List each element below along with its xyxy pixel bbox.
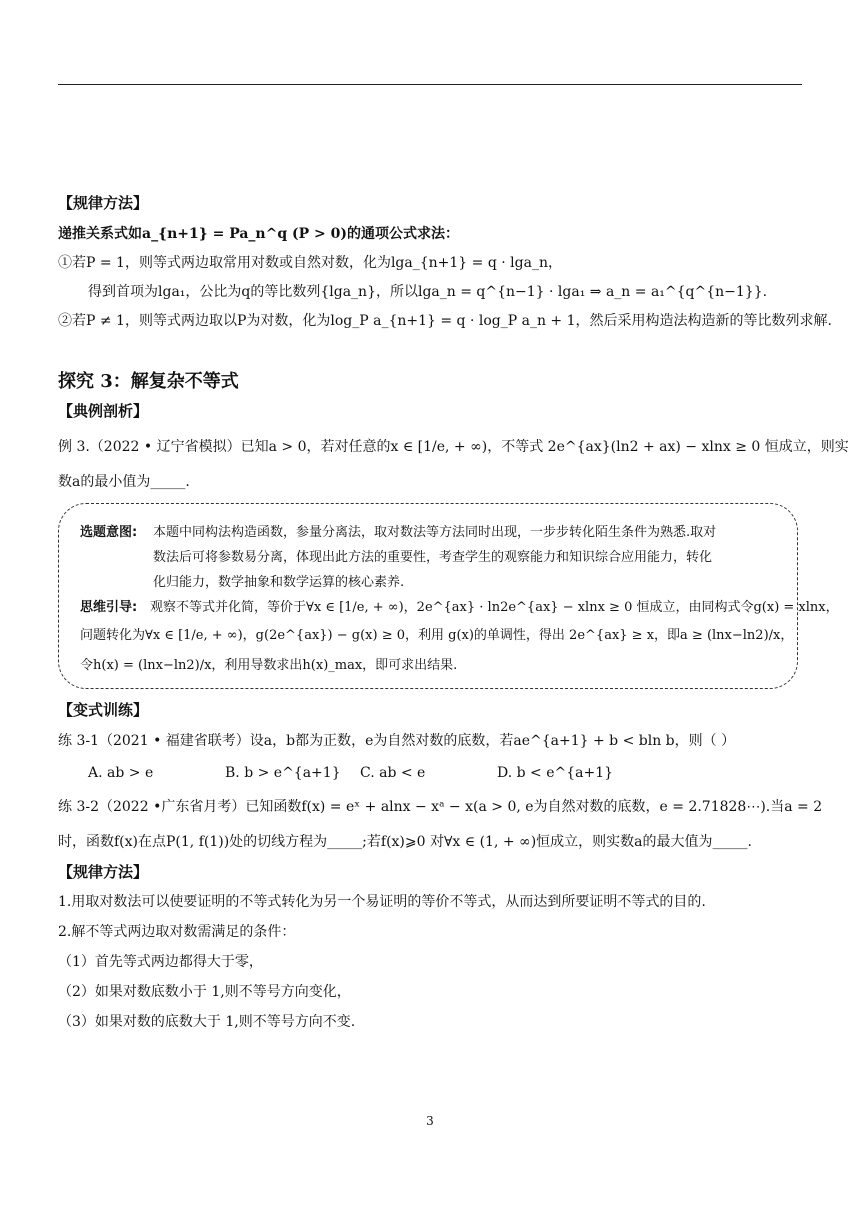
- option-b: B. b > e^{a+1}: [225, 765, 341, 781]
- law2-p3: （1）首先等式两边都得大于零，: [58, 954, 263, 970]
- law-case-2: ②若P ≠ 1，则等式两边取以P为对数，化为log_P a_{n+1} = q · log_P a_n + 1，然后采用构造法构造新的等比数列求解.: [58, 313, 832, 329]
- guide-line-2: 问题转化为∀x ∈ [1/e, + ∞)，g(2e^{ax}) − g(x) ≥ 0，利用 g(x)的单调性，得出 2e^{ax} ≥ x，即a ≥ (lnx−ln2)/x，: [80, 628, 794, 643]
- option-c: C. ab < e: [360, 765, 426, 781]
- guide-line-3: 令h(x) = (lnx−ln2)/x，利用导数求出h(x)_max，即可求出结果.: [80, 658, 458, 673]
- option-a: A. ab > e: [88, 765, 154, 781]
- law-case-1: ①若P = 1，则等式两边取常用对数或自然对数，化为lga_{n+1} = q · lga_n，: [58, 255, 562, 271]
- law-intro: 递推关系式如a_{n+1} = Pa_n^q (P > 0)的通项公式求法：: [58, 226, 459, 242]
- option-d: D. b < e^{a+1}: [497, 765, 614, 781]
- intent-label: 选题意图:: [80, 525, 138, 540]
- variant-ex-2b: 时，函数f(x)在点P(1, f(1))处的切线方程为_____;若f(x)⩾0 对∀x ∈ (1, + ∞)恒成立，则实数a的最大值为_____.: [58, 834, 752, 850]
- page-number: 3: [426, 1114, 434, 1128]
- law-heading-1: 【规律方法】: [58, 194, 149, 212]
- example-line-2: 数a的最小值为_____.: [58, 474, 190, 490]
- example-heading: 【典例剖析】: [58, 402, 149, 420]
- variant-ex-2a: 练 3-2（2022 •广东省月考）已知函数f(x) = eˣ + alnx − xᵃ − x(a > 0, e为自然对数的底数，e = 2.71828⋯).当a = 2: [58, 799, 823, 815]
- law2-p4: （2）如果对数底数小于 1,则不等号方向变化，: [58, 984, 351, 1000]
- guide-line-1: 观察不等式并化简，等价于∀x ∈ [1/e, + ∞)，2e^{ax} · ln2e^{ax} − xlnx ≥ 0 恒成立，由同构式令g(x) = xlnx，: [150, 600, 839, 615]
- intent-line-3: 化归能力，数学抽象和数学运算的核心素养.: [153, 575, 405, 590]
- guide-label: 思维引导:: [80, 600, 138, 615]
- law-heading-2: 【规律方法】: [58, 863, 149, 881]
- law-case-1b: 得到首项为lga₁，公比为q的等比数列{lga_n}，所以lga_n = q^{n−1} · lga₁ ⇒ a_n = a₁^{q^{n−1}}.: [88, 284, 768, 300]
- section-title: 探究 3：解复杂不等式: [58, 371, 239, 392]
- law2-p5: （3）如果对数的底数大于 1,则不等号方向不变.: [58, 1014, 356, 1030]
- example-line-1: 例 3.（2022 • 辽宁省模拟）已知a > 0，若对任意的x ∈ [1/e, + ∞)，不等式 2e^{ax}(ln2 + ax) − xlnx ≥ 0 恒成立，则实: [58, 439, 849, 455]
- variant-heading: 【变式训练】: [58, 701, 149, 719]
- variant-ex-1: 练 3-1（2021 • 福建省联考）设a，b都为正数，e为自然对数的底数，若ae^{a+1} + b < bln b，则（ ）: [58, 733, 736, 749]
- law2-p2: 2.解不等式两边取对数需满足的条件：: [58, 924, 296, 940]
- law2-p1: 1.用取对数法可以使要证明的不等式转化为另一个易证明的等价不等式，从而达到所要证明不等式的目的.: [58, 894, 706, 910]
- header-rule: [58, 84, 802, 85]
- intent-line-2: 数法后可将参数易分离，体现出此方法的重要性，考查学生的观察能力和知识综合应用能力，转化: [153, 550, 713, 565]
- intent-line-1: 本题中同构法构造函数，参量分离法，取对数法等方法同时出现，一步步转化陌生条件为熟悉.取对: [153, 525, 717, 540]
